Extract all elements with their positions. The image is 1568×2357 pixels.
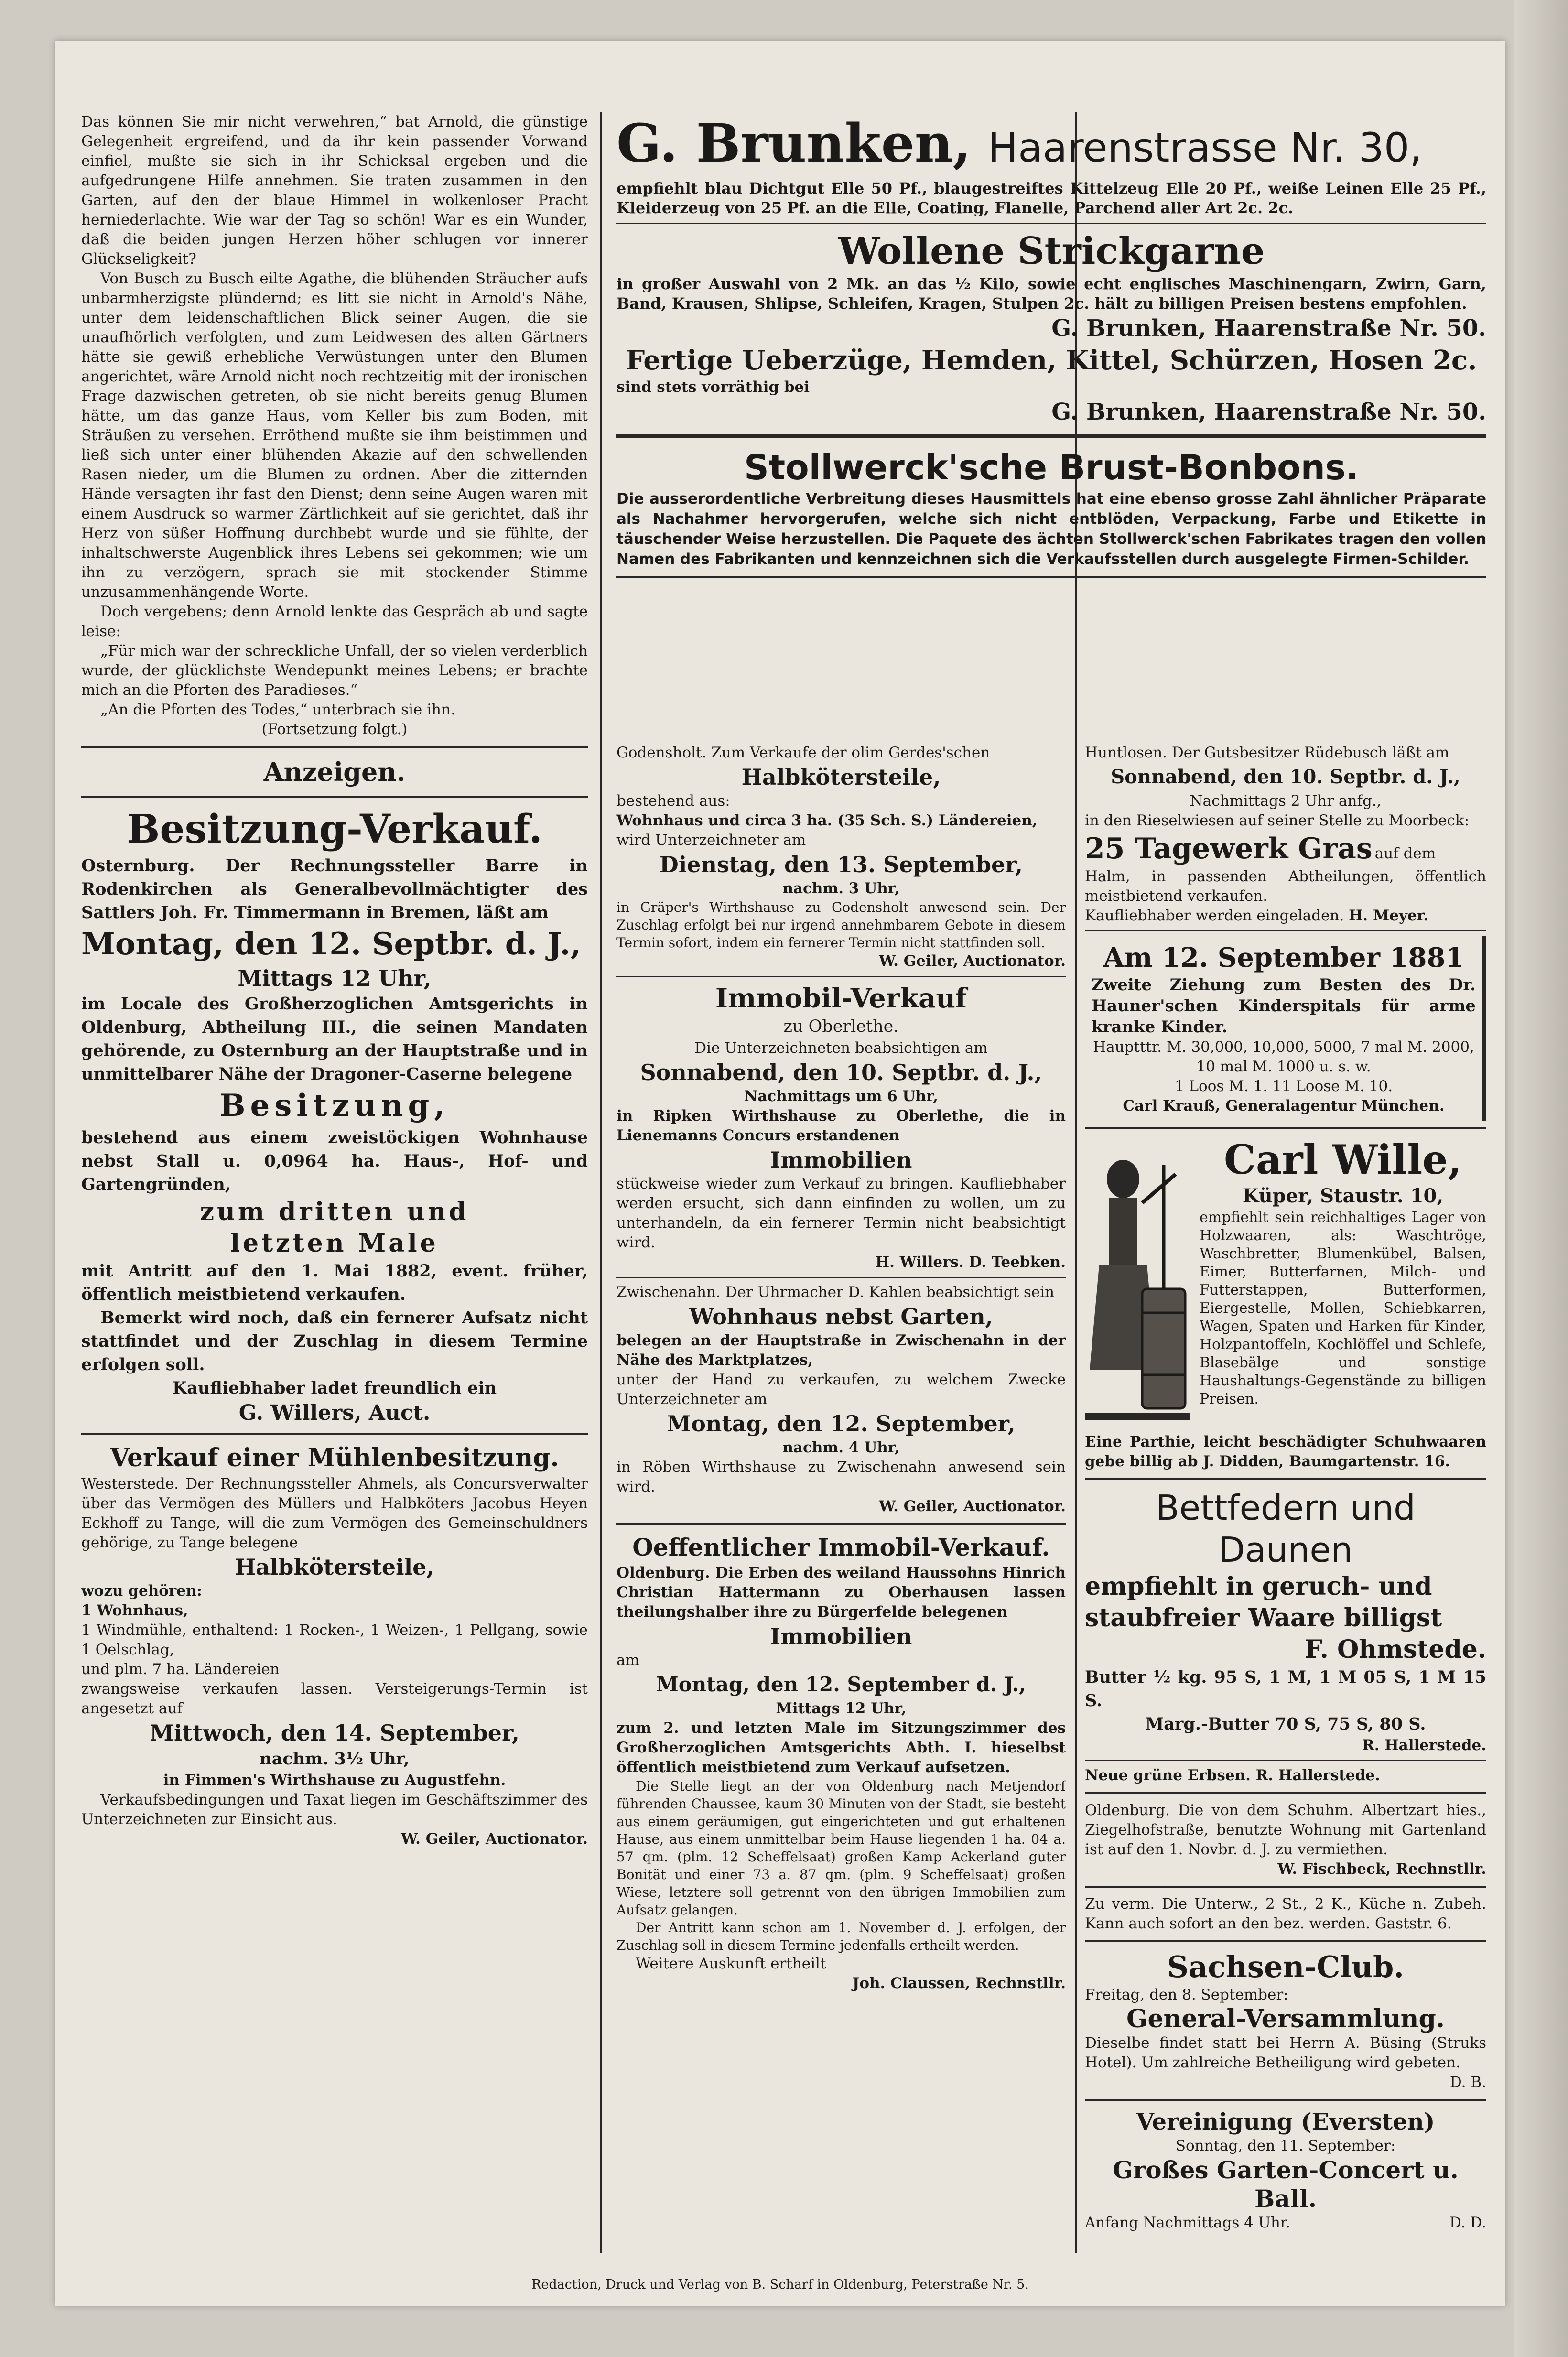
ad-object: 25 Tagewerk Gras: [1085, 832, 1373, 865]
ad-start: Anfang Nachmittags 4 Uhr.: [1085, 2214, 1291, 2231]
ad-date: Montag, den 12. September,: [667, 1411, 1016, 1437]
cooper-illustration: [1085, 1146, 1190, 1427]
ad-huntlosen: [1085, 743, 1486, 926]
ad-item: und plm. 7 ha. Ländereien: [81, 1661, 280, 1678]
ad-date: Mittwoch, den 14. September,: [150, 1720, 519, 1746]
ad-am: am: [616, 1652, 639, 1669]
ad-date: Sonnabend, den 10. Septbr. d. J.,: [1111, 766, 1460, 788]
ad-place: in Röben Wirthshause zu Zwischenahn anwesend sein wird.: [616, 1459, 1066, 1495]
divider: [1085, 2099, 1486, 2101]
ad-place: in Fimmen's Wirthshause zu Augustfehn.: [163, 1772, 506, 1789]
ad-hattermann: [616, 1532, 1066, 1993]
ad-lead: Huntlosen. Der Gutsbesitzer Rüdebusch läßt am: [1085, 744, 1449, 761]
continued-note: (Fortsetzung folgt.): [261, 721, 408, 738]
ad-zwischenahn: [616, 1283, 1066, 1516]
divider: [1085, 1792, 1486, 1794]
story-paragraph: Von Busch zu Busch eilte Agathe, die blühenden Sträucher aufs unbarmherzigste plündernd; es litt sie nicht in Arnold's Nähe, unter dem leidenschaftlichen Blick seiner Augen, die sie unaufhörlich verfolgten, und zum Leidwesen des alten Gärtners hätte sie gewiß erhebliche Verwüstungen unter den Blumen angerichtet, wäre Arnold nicht noch rechtzeitig mit der ironischen Frage dazwischen getreten, ob sie nicht bereits genug Blumen hätte, um das ganze Haus, vom Keller bis zum Boden, mit Sträußen zu versehen. Erröthend mußte sie ihm beistimmen und ließ sich unter einer blühenden Akazie auf den schwellenden Rasen nieder, um die Blumen zu ordnen. Aber die zitternden Hände versagten ihr fast den Dienst; denn seine Augen waren mit einem Ausdruck so warmer Zärtlichkeit auf sie gerichtet, daß ihr Herz von süßer Hoffnung durchbebt wurde und sie fühlte, der inhaltschwerste Augenblick ihres Lebens sei gekommen; wie um ihn zu verzögern, sprach sie mit stockender Stimme unzusammenhängende Worte.: [81, 270, 588, 601]
ad-time: Mittags 12 Uhr,: [238, 965, 432, 991]
ad-wille-name: Carl Wille,: [1224, 1136, 1462, 1183]
ad-desc: bestehend aus:: [616, 792, 730, 810]
column-middle: [616, 743, 1066, 1993]
divider: [1085, 930, 1486, 931]
ad-erbsen: Neue grüne Erbsen. R. Hallerstede.: [1085, 1767, 1380, 1784]
story-paragraph: „An die Pforten des Todes,“ unterbrach sie ihn.: [100, 701, 455, 718]
ad-date: Sonnabend, den 10. Septbr. d. J.,: [640, 1060, 1042, 1085]
ad-object: Halbkötersteile,: [235, 1554, 434, 1580]
ad-place: in Ripken Wirthshause zu Oberlethe, die in Lienemanns Concurs erstandenen: [616, 1107, 1066, 1144]
ad-stollwerck: [616, 446, 1486, 569]
divider: [616, 576, 1486, 578]
ad-sub: empfiehlt in geruch- und staubfreier Waare billigst: [1085, 1572, 1442, 1633]
divider: [1085, 1760, 1486, 1761]
story-paragraph: Doch vergebens; denn Arnold lenkte das Gespräch ab und sagte leise:: [81, 603, 588, 640]
ad-time: Nachmittags um 6 Uhr,: [744, 1088, 938, 1105]
ad-invite: Kaufliebhaber werden eingeladen.: [1085, 907, 1344, 924]
ad-brunken-sign: G. Brunken, Haarenstraße Nr. 50.: [1051, 315, 1486, 342]
ad-stollwerck-text: Die ausserordentliche Verbreitung dieses Hausmittels hat eine ebenso grosse Zahl ähnlicher Präparate als Nachahmer hervorgerufen, welche sich nicht entblöden, Verpackung, Farbe und Etikette in täuschender Weise herzustellen. Die Paquete des ächten Stollwerck'schen Fabrikates tragen den vollen Namen des Fabrikanten und kennzeichnen sich die Verkaufsstellen durch ausgelegte Firmen-Schilder.: [616, 490, 1486, 568]
ad-signer: W. Geiler, Auctionator.: [879, 1498, 1066, 1515]
ad-brunken-address: Haarenstrasse Nr. 30,: [988, 124, 1423, 171]
ad-title: Immobil-Verkauf: [715, 983, 967, 1014]
serial-story: [81, 112, 588, 739]
ad-place-title: zu Oberlethe.: [783, 1017, 899, 1036]
ad-text: Die Stelle liegt an der von Oldenburg nach Metjendorf führenden Chaussee, kaum 30 Minuten von der Stadt, sie besteht aus einem geräumigen, gut eingerichteten und gut erhaltenen Hause, aus einem unmittelbar beim Hause liegenden 1 ha. 04 a. 57 qm. (plm. 12 Scheffelsaat) großen Kamp Ackerland guter Bonität und einer 73 a. 87 qm. (plm. 9 Scheffelsaat) großen Wiese, letztere soll getrennt von den übrigen Immobilien zum Aufsatz gelangen.: [616, 1778, 1066, 1918]
ad-signer: H. Willers. D. Teebken.: [875, 1254, 1066, 1271]
imprint-footer: Redaction, Druck und Verlag von B. Scharf in Oldenburg, Peterstraße Nr. 5.: [531, 2277, 1029, 2292]
ad-time: Nachmittags 2 Uhr anfg.,: [1190, 792, 1382, 810]
ad-godensholt: [616, 743, 1066, 971]
column-wide-top: [616, 112, 1486, 584]
ad-text: Oldenburg. Die von dem Schuhm. Albertzart hies., Ziegelhofstraße, benutzte Wohnung mit Gartenland ist auf den 1. Novbr. d. J. zu vermiethen.: [1085, 1802, 1486, 1858]
ad-text: stückweise wieder zum Verkauf zu bringen. Kaufliebhaber werden ersucht, sich dann einfinden zu wollen, um zu unterhandeln, da ein fernerer Termin nicht beabsichtigt wird.: [616, 1175, 1066, 1251]
ad-signer: W. Geiler, Auctionator.: [879, 952, 1066, 970]
ad-desc: belegen an der Hauptstraße in Zwischenahn in der Nähe des Marktplatzes,: [616, 1332, 1066, 1369]
ad-price: 1 Loos M. 1. 11 Loose M. 10.: [1174, 1078, 1393, 1095]
ad-note: Bemerkt wird noch, daß ein fernerer Aufsatz nicht stattfindet und der Zuschlag in diesem Termine erfolgen soll.: [81, 1308, 588, 1374]
ad-text: Halm, in passenden Abtheilungen, öffentlich meistbietend verkaufen.: [1085, 868, 1486, 905]
ad-sachsen: [1085, 1949, 1486, 2092]
ad-fertig-title: Fertige Ueberzüge, Hemden, Kittel, Schürzen, Hosen 2c.: [626, 345, 1477, 376]
ad-title: Vereinigung (Eversten): [1136, 2108, 1435, 2135]
ad-event: General-Versammlung.: [1126, 2004, 1445, 2033]
ad-invite: Kaufliebhaber ladet freundlich ein: [172, 1378, 497, 1398]
ad-event: Großes Garten-Concert u. Ball.: [1113, 2156, 1459, 2213]
divider: [616, 1523, 1066, 1525]
ad-signer: D. D.: [1449, 2214, 1486, 2231]
ad-info: Weitere Auskunft ertheilt: [636, 1955, 826, 1972]
ad-text: Zweite Ziehung zum Besten des Dr. Hauner'schen Kinderspitals für arme kranke Kinder.: [1092, 975, 1476, 1037]
ad-title: Sachsen-Club.: [1167, 1949, 1404, 1984]
divider: [81, 746, 588, 748]
ad-signer: H. Meyer.: [1349, 907, 1429, 924]
ad-signer: W. Fischbeck, Rechnstllr.: [1277, 1860, 1486, 1878]
ad-date: Sonntag, den 11. September:: [1175, 2137, 1396, 2154]
ad-brunken-sign: G. Brunken, Haarenstraße Nr. 50.: [1051, 399, 1486, 425]
ad-brunken-text: empfiehlt blau Dichtgut Elle 50 Pf., blaugestreiftes Kittelzeug Elle 20 Pf., weiße Leinen Elle 25 Pf., Kleiderzeug von 25 Pf. an die Elle, Coating, Flanelle, Parchend aller Art 2c. 2c.: [616, 179, 1486, 217]
ad-signer: Carl Krauß, Generalagentur München.: [1123, 1097, 1445, 1114]
divider: [1085, 1886, 1486, 1888]
ad-lead: Westerstede. Der Rechnungssteller Ahmels, als Concursverwalter über das Vermögen des Müllers und Halbköters Jacobus Heyen Eckhoff zu Tange, will die zum Vermögen des Gemeinschuldners gehörige, zu Tange belegene: [81, 1475, 588, 1551]
ad-time: nachm. 3 Uhr,: [782, 880, 900, 897]
ad-date: Freitag, den 8. September:: [1085, 1986, 1288, 2003]
ad-wille-sub: Küper, Staustr. 10,: [1242, 1185, 1444, 1207]
ad-lead: Zwischenahn. Der Uhrmacher D. Kahlen beabsichtigt sein: [616, 1284, 1055, 1301]
ad-date: Dienstag, den 13. September,: [659, 852, 1023, 877]
ad-shoe: Eine Parthie, leicht beschädigter Schuhwaaren gebe billig ab J. Didden, Baumgartenstr. 16.: [1085, 1433, 1486, 1470]
ad-text: Zu verm. Die Unterw., 2 St., 2 K., Küche n. Zubeh. Kann auch sofort an den bez. werden. Gaststr. 6.: [1085, 1895, 1486, 1932]
column-left: [81, 112, 588, 1849]
ad-date: Montag, den 12. Septbr. d. J.,: [81, 926, 581, 962]
ad-signer: G. Willers, Auct.: [238, 1401, 431, 1425]
ad-place: in den Rieselwiesen auf seiner Stelle zu Moorbeck:: [1085, 812, 1470, 829]
ad-brunken: [616, 112, 1486, 427]
ad-title: Verkauf einer Mühlenbesitzung.: [110, 1443, 559, 1472]
ad-signer: W. Geiler, Auctionator.: [401, 1830, 588, 1848]
ad-brunken-name: G. Brunken,: [616, 112, 971, 174]
ad-wozu: wozu gehören:: [81, 1582, 202, 1600]
ad-text: unter der Hand zu verkaufen, zu welchem Zwecke Unterzeichneter am: [616, 1371, 1066, 1408]
ad-signer: F. Ohmstede.: [1305, 1635, 1486, 1664]
ad-title: Bettfedern und Daunen: [1156, 1488, 1416, 1570]
ad-bettfedern: [1085, 1487, 1486, 1785]
ad-vermiethen: [1085, 1894, 1486, 1934]
ad-title: Besitzung-Verkauf.: [127, 806, 542, 852]
ad-terms: mit Antritt auf den 1. Mai 1882, event. früher, öffentlich meistbietend verkaufen.: [81, 1261, 588, 1304]
story-paragraph: „Für mich war der schreckliche Unfall, der so vielen verderblich wurde, der glücklichste Wendepunkt meines Lebens; er brachte mich an die Pforten des Paradieses.“: [81, 642, 588, 699]
section-heading: Anzeigen.: [263, 757, 406, 787]
column-right: [1085, 743, 1486, 2233]
divider: [81, 796, 588, 798]
ad-butter: Butter ½ kg. 95 S, 1 M, 1 M 05 S, 1 M 15 S.: [1085, 1667, 1486, 1710]
ad-lead: Oldenburg. Die Erben des weiland Haussohns Hinrich Christian Hattermann zu Oberhausen lassen theilungshalber ihre zu Bürgerfelde belegenen: [616, 1564, 1066, 1621]
ad-fertig-text: sind stets vorräthig bei: [616, 378, 810, 396]
ad-item: 1 Wohnhaus,: [81, 1602, 188, 1619]
divider: [616, 976, 1066, 977]
ad-time: Mittags 12 Uhr,: [776, 1700, 907, 1717]
ad-text: in Gräper's Wirthshause zu Godensholt anwesend sein. Der Zuschlag erfolgt bei nur irgend annehmbarem Gebote in diesem Termin sofort, indem ein fernerer Termin nicht stattfinden soll.: [616, 899, 1066, 951]
ad-object: Besitzung,: [219, 1088, 450, 1124]
ad-object: Immobilien: [770, 1147, 912, 1173]
ad-object: Halbkötersteile,: [741, 764, 941, 790]
ad-title: Oeffentlicher Immobil-Verkauf.: [632, 1533, 1050, 1561]
ad-wille: [1085, 1136, 1486, 1471]
ad-object-suffix: auf dem: [1374, 845, 1436, 862]
ad-item: 1 Windmühle, enthaltend: 1 Rocken-, 1 Weizen-, 1 Pellgang, sowie 1 Oelschlag,: [81, 1622, 588, 1658]
ad-title: Am 12. September 1881: [1103, 942, 1464, 973]
ad-margarine: Marg.-Butter 70 S, 75 S, 80 S.: [1145, 1714, 1426, 1734]
newspaper-page: [55, 41, 1505, 2306]
ad-desc: bestehend aus einem zweistöckigen Wohnhause nebst Stall u. 0,0964 ha. Haus-, Hof- und Gartengründen,: [81, 1128, 588, 1194]
ad-time: nachm. 3½ Uhr,: [260, 1749, 410, 1769]
ad-besitzung: [81, 804, 588, 1427]
ad-terms: zwangsweise verkaufen lassen. Versteigerungs-Termin ist angesetzt auf: [81, 1680, 588, 1717]
ad-wolle-text: in großer Auswahl von 2 Mk. an das ½ Kilo, sowie echt englisches Maschinengarn, Zwirn, Garn, Band, Krausen, Shlipse, Schleifen, Kragen, Stulpen 2c. hält zu billigen Preisen bestens empfohlen.: [616, 275, 1486, 313]
divider: [1085, 1127, 1486, 1129]
ad-lead: Die Unterzeichneten beabsichtigen am: [694, 1039, 988, 1057]
ad-time: nachm. 4 Uhr,: [782, 1439, 900, 1456]
ad-date: Montag, den 12. September d. J.,: [656, 1673, 1026, 1696]
ad-items: Wohnhaus und circa 3 ha. (35 Sch. S.) Ländereien,: [616, 812, 1038, 829]
column-rule: [600, 112, 602, 2253]
ad-oberlethe: [616, 982, 1066, 1272]
ad-butter-signer: R. Hallerstede.: [1362, 1737, 1486, 1754]
ad-eversten: [1085, 2108, 1486, 2233]
page-edge-shadow: [1514, 0, 1568, 2357]
ad-wohnung: [1085, 1801, 1486, 1879]
ad-wille-text: empfiehlt sein reichhaltiges Lager von Holzwaaren, als: Waschtröge, Waschbretter, Blumenkübel, Balsen, Eimer, Butterfarnen, Milch- und Futterstappen, Butterformen, Eiergestelle, Mollen, Schiebkarren, Wagen, Spaten und Harken für Kinder, Holzpantoffeln, Kochlöffel und Schlefe, Blasebälge und sonstige Haushaltungs-Gegenstände zu billigen Preisen.: [1200, 1209, 1486, 1407]
ad-muehle: [81, 1442, 588, 1849]
ad-object: Wohnhaus nebst Garten,: [689, 1304, 993, 1330]
ad-signer: D. B.: [1449, 2074, 1486, 2091]
story-paragraph: Das können Sie mir nicht verwehren,“ bat Arnold, die günstige Gelegenheit ergreifend, und da ihr kein passender Vorwand einfiel, mußte sie sich in ihr Schicksal ergeben und die aufgedrungene Hilfe annehmen. Sie traten zusammen in den Garten, auf den der blaue Himmel in wolkenloser Pracht herniederlachte. Wie war der Tag so schön! War es ein Wunder, daß die beiden jungen Herzen höher schlugen vor innerer Glückseligkeit?: [81, 113, 588, 268]
divider: [616, 223, 1486, 224]
ad-lotterie: [1085, 936, 1486, 1121]
divider: [616, 434, 1486, 438]
ad-lead: Osternburg. Der Rechnungssteller Barre in Rodenkirchen als Generalbevollmächtigter des Sattlers Joh. Fr. Timmermann in Bremen, läßt am: [81, 856, 588, 922]
ad-prizes: Hauptttr. M. 30,000, 10,000, 5000, 7 mal M. 2000, 10 mal M. 1000 u. s. w.: [1093, 1038, 1474, 1075]
ad-wolle-title: Wollene Strickgarne: [838, 229, 1265, 273]
ad-place: im Locale des Großherzoglichen Amtsgerichts in Oldenburg, Abtheilung III., die seinen Mandaten gehörende, zu Osternburg an der Hauptstraße und in unmittelbarer Nähe der Dragoner-Caserne belegene: [81, 994, 588, 1084]
ad-stollwerck-title: Stollwerck'sche Brust-Bonbons.: [744, 447, 1359, 487]
ad-mid: wird Unterzeichneter am: [616, 832, 806, 849]
divider: [616, 1277, 1066, 1278]
ad-signer: Joh. Claussen, Rechnstllr.: [852, 1975, 1066, 1992]
ad-emphasis: zum dritten und: [200, 1197, 469, 1226]
divider: [81, 1433, 588, 1435]
ad-text: Dieselbe findet statt bei Herrn A. Büsing (Struks Hotel). Um zahlreiche Betheiligung wird gebeten.: [1085, 2034, 1486, 2071]
divider: [1085, 1478, 1486, 1480]
ad-object: Immobilien: [770, 1623, 912, 1649]
ad-antritt: Der Antritt kann schon am 1. November d. J. erfolgen, der Zuschlag soll in diesem Termine jedenfalls ertheilt werden.: [616, 1920, 1066, 1953]
ad-lead: Godensholt. Zum Verkaufe der olim Gerdes'schen: [616, 744, 990, 761]
ad-note: Verkaufsbedingungen und Taxat liegen im Geschäftszimmer des Unterzeichneten zur Einsicht aus.: [81, 1791, 588, 1828]
divider: [1085, 1940, 1486, 1942]
ad-emphasis: letzten Male: [230, 1229, 439, 1258]
ad-place: zum 2. und letzten Male im Sitzungszimmer des Großherzoglichen Amtsgerichts Abth. I. hieselbst öffentlich meistbietend zum Verkauf aufsetzen.: [616, 1719, 1066, 1776]
